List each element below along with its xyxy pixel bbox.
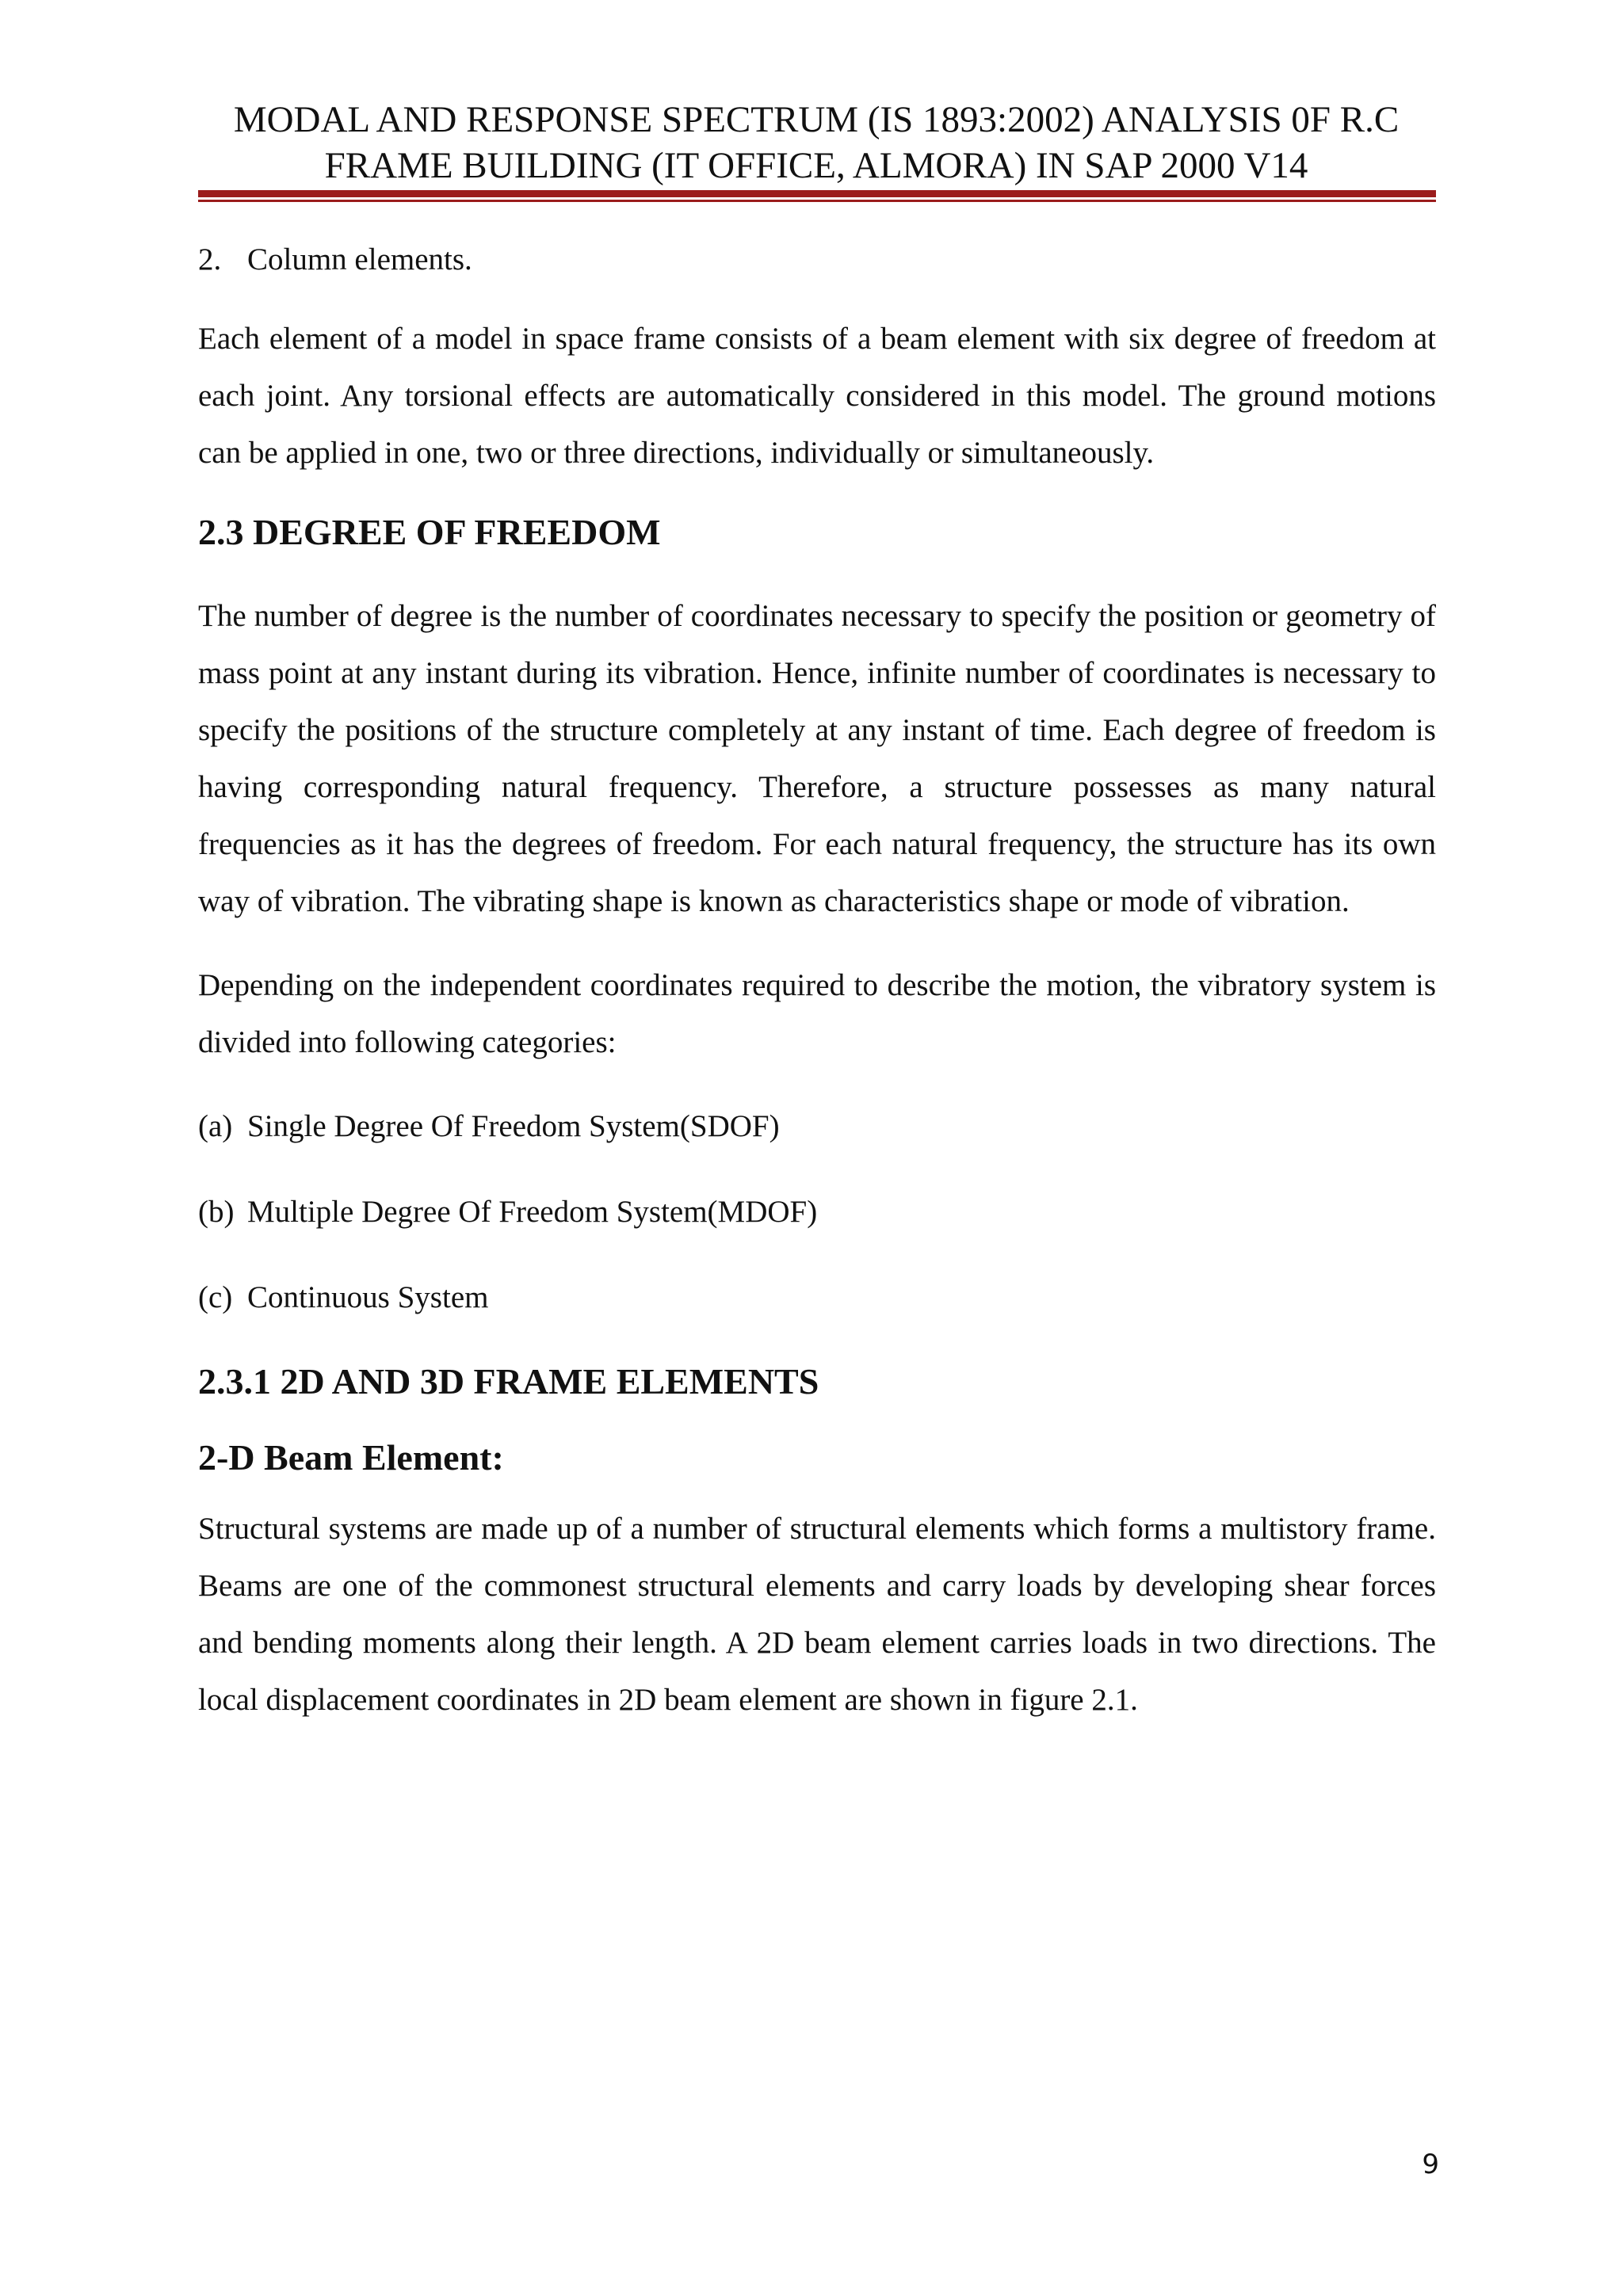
list-text: Multiple Degree Of Freedom System(MDOF) [247,1195,818,1229]
list-marker: (a) [198,1109,233,1143]
page-body [198,231,1436,1756]
space-frame-paragraph: Each element of a model in space frame consists of a beam element with six degree of freedom at each joint. Any torsional effects are automatically considered in this model. The ground motions can be applied in one, two or three directions, individually or simultaneously. [198,322,1436,470]
list-marker: (b) [198,1195,235,1229]
beam-element-paragraph: Structural systems are made up of a number of structural elements which forms a multistory frame. Beams are one of the commonest structural elements and carry loads by developing shear forces and bending moments along their length. A 2D beam element carries loads in two directions. The local displacement coordinates in 2D beam element are shown in figure 2.1. [198,1512,1436,1717]
page-number: 9 [1422,2149,1439,2180]
category-item-sdof [198,1098,1436,1155]
list-text: Continuous System [247,1280,489,1314]
categories-intro-paragraph: Depending on the independent coordinates required to describe the motion, the vibratory system is divided into following categories: [198,968,1436,1059]
category-item-continuous [198,1269,1436,1326]
category-item-mdof [198,1184,1436,1241]
header-line-2: FRAME BUILDING (IT OFFICE, ALMORA) IN SAP 2000 V14 [324,145,1308,186]
subsection-heading-frame-elements: 2.3.1 2D AND 3D FRAME ELEMENTS [198,1361,819,1402]
header-line-1: MODAL AND RESPONSE SPECTRUM (IS 1893:2002) ANALYSIS 0F R.C [233,99,1400,140]
section-heading-dof: 2.3 DEGREE OF FREEDOM [198,512,661,552]
subheading-2d-beam-element: 2-D Beam Element: [198,1437,504,1478]
list-marker: (c) [198,1280,233,1314]
header-rule-thick [198,190,1436,197]
list-text: Column elements. [247,242,472,277]
dof-definition-paragraph: The number of degree is the number of coordinates necessary to specify the position or geometry of mass point at any instant during its vibration. Hence, infinite number of coordinates is necessary to specify the positions of the structure completely at any instant of time. Each degree of freedom is having corresponding natural frequency. Therefore, a structure possesses as many natural frequencies as it has the degrees of freedom. For each natural frequency, the structure has its own way of vibration. The vibrating shape is known as characteristics shape or mode of vibration. [198,599,1436,918]
header-rule-thin [198,200,1436,202]
list-marker: 2. [198,242,222,277]
list-text: Single Degree Of Freedom System(SDOF) [247,1109,780,1143]
running-header [198,97,1434,189]
column-elements-item [198,231,1436,288]
